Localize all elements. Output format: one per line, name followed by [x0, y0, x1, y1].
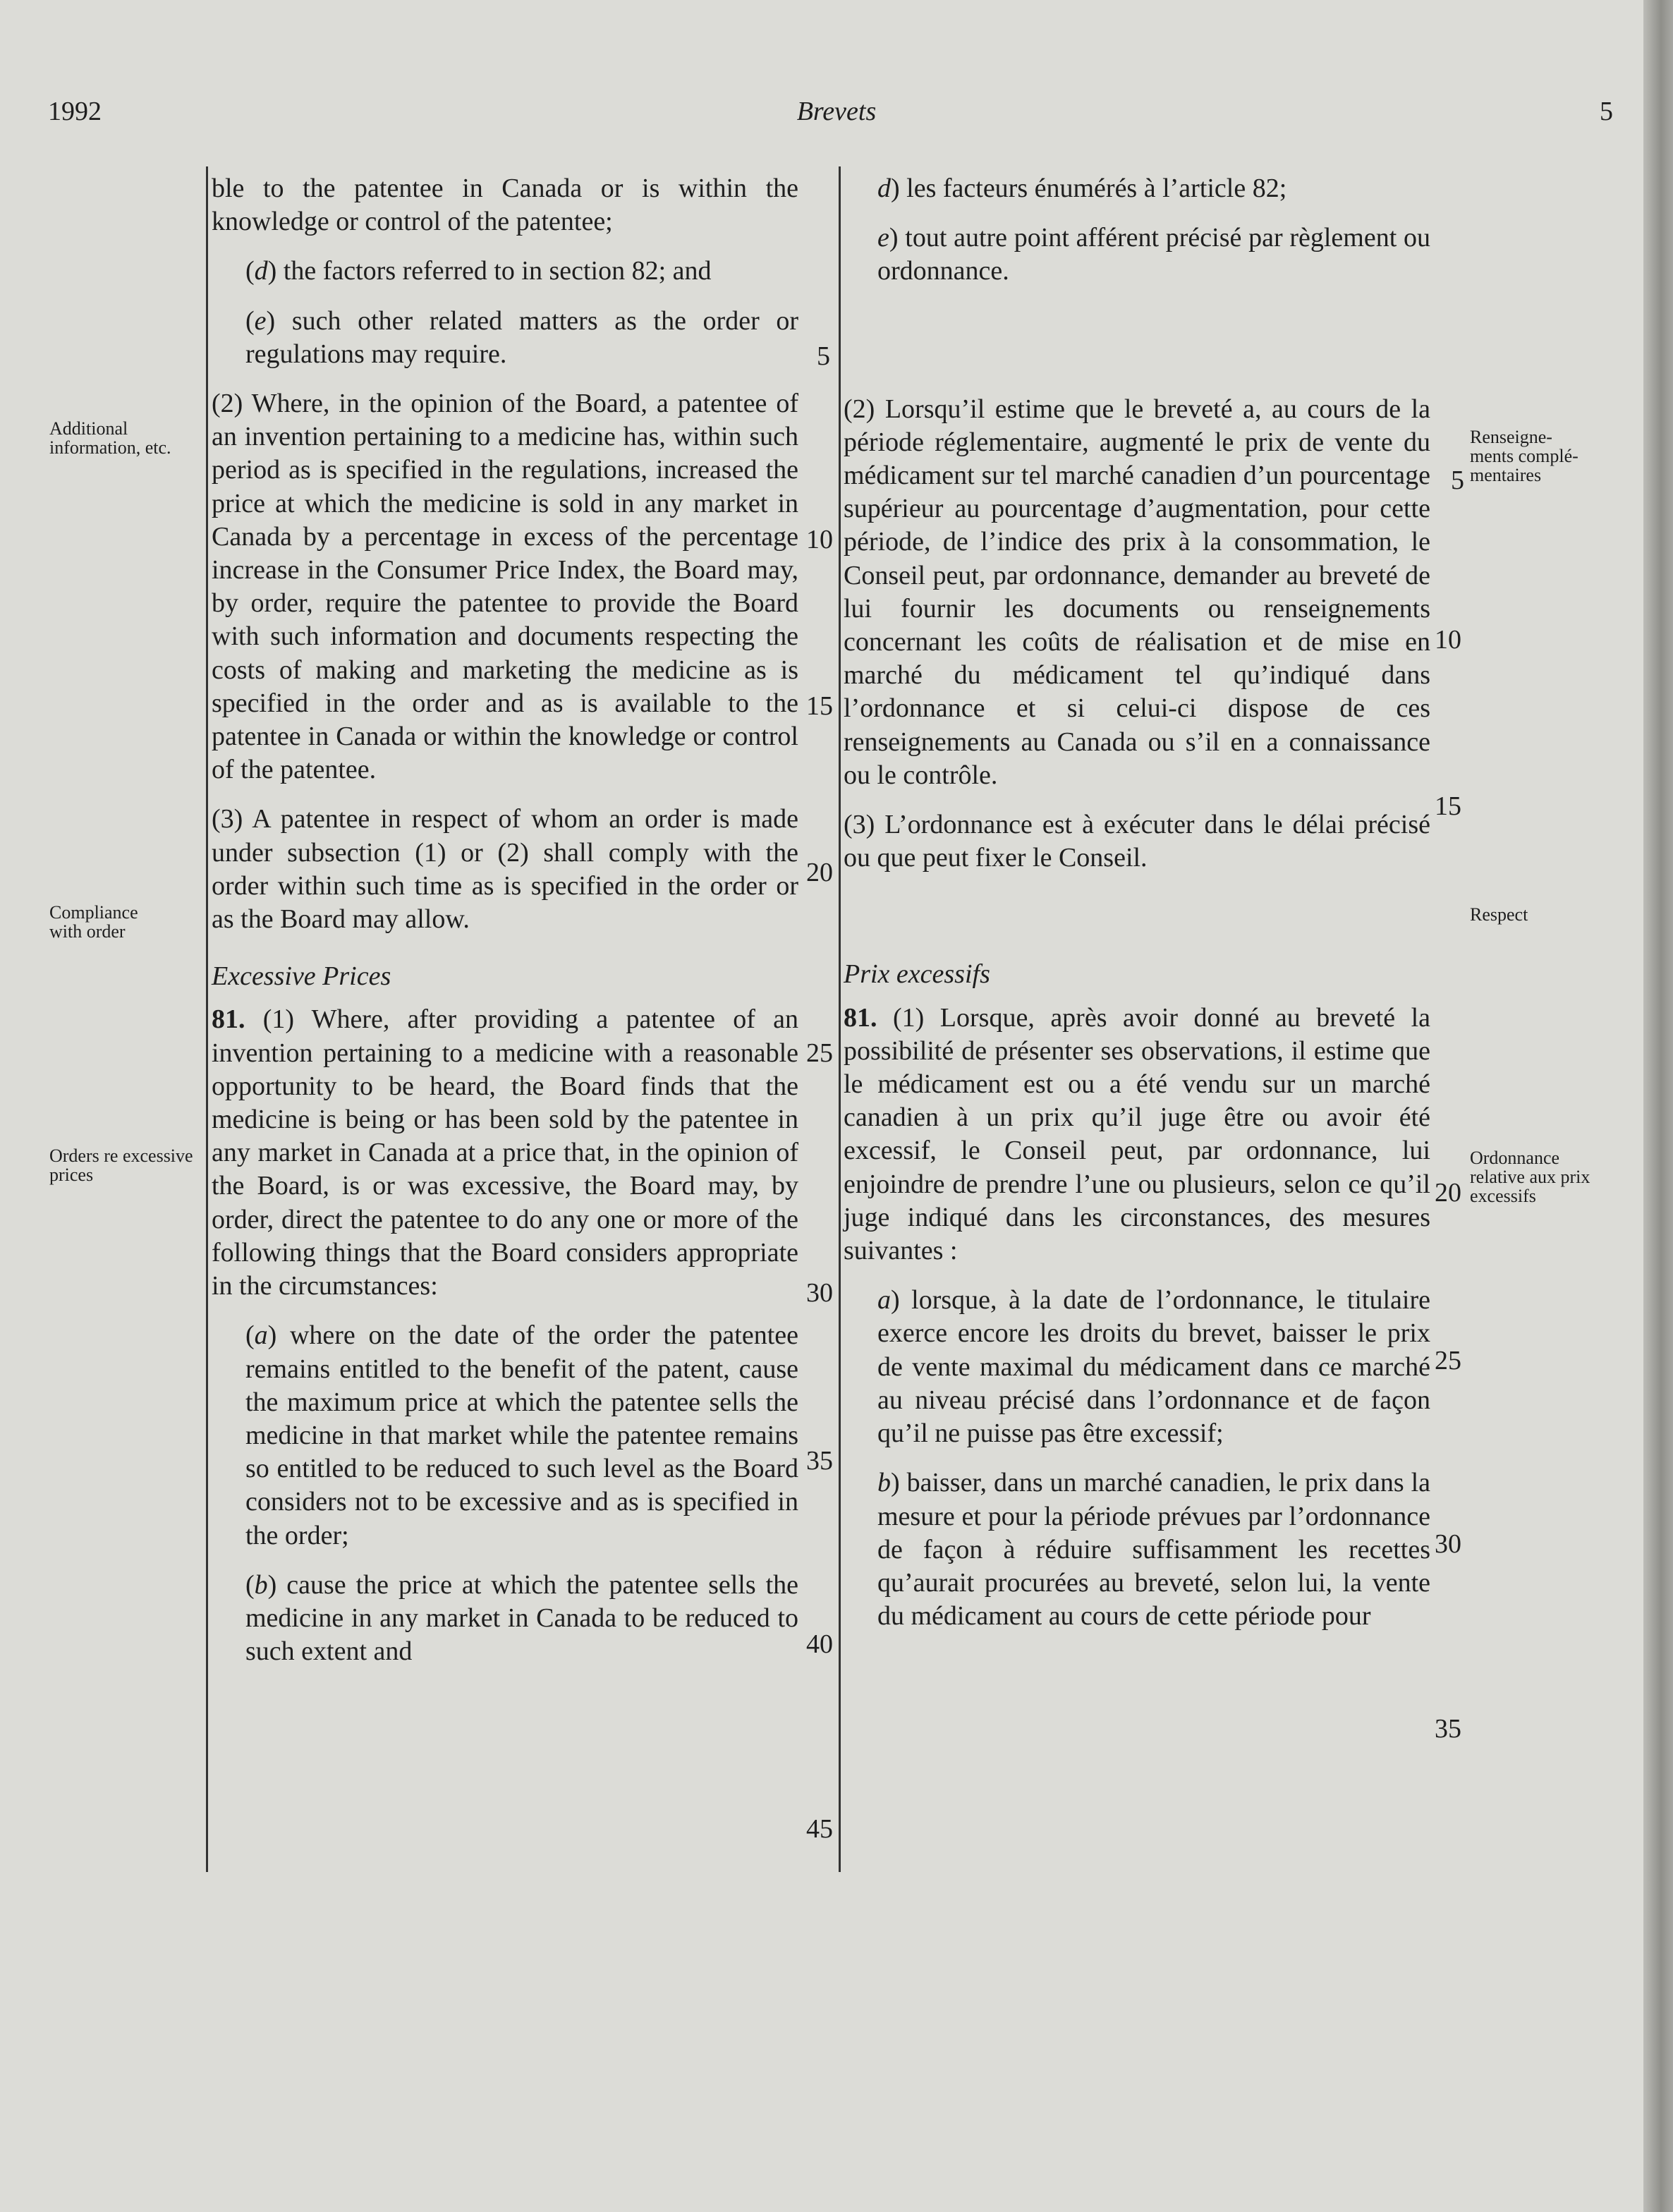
header-page-number: 5: [1600, 97, 1613, 126]
line-number-en-35: 35: [806, 1446, 833, 1476]
line-number-en-5: 5: [817, 341, 830, 371]
french-paragraph-d: d) les facteurs énumérés à l’article 82;: [877, 174, 1287, 203]
english-b-marker: b: [254, 1569, 268, 1600]
english-subsection-3: (3) A patentee in respect of whom an order is made under subsection (1) or (2) shall comply with the order within such time as is specified in the order or as the Board may allow.: [212, 804, 798, 935]
margin-note-ordonnance: Ordonnance relative aux prix excessifs: [1470, 1148, 1590, 1206]
french-paragraph-b: b) baisser, dans un marché canadien, le prix dans la mesure et pour la période prévues par l’ordonnance de façon à réduire suffisamment les recettes qu’aurait procurées au breveté, selon lui, la vente du médicament au cours de cette période pour: [877, 1468, 1430, 1631]
line-number-en-10: 10: [806, 525, 833, 554]
line-number-fr-15: 15: [1435, 791, 1461, 821]
english-a-marker: a: [254, 1320, 268, 1351]
line-number-fr-35: 35: [1435, 1714, 1461, 1744]
english-a-text: where on the date of the order the patentee remains entitled to the benefit of the patent, cause the maximum price at which the patentee sells the medicine in that market while the patentee remains so entitled to be reduced to such level as the Board considers not to be excessive and as is specified in the order;: [245, 1320, 798, 1550]
line-number-fr-10: 10: [1435, 625, 1461, 655]
english-b-text: cause the price at which the patentee sells the medicine in any market in Canada to be reduced to such extent and: [245, 1569, 799, 1667]
english-e-text: such other related matters as the order or regulations may require.: [245, 305, 799, 369]
french-heading-prix-excessifs: Prix excessifs: [844, 959, 990, 990]
french-e-text: tout autre point afférent précisé par règlement ou ordonnance.: [877, 223, 1431, 286]
french-a-marker: a: [877, 1285, 891, 1315]
english-paragraph-e: (e) such other related matters as the order or regulations may require.: [245, 305, 799, 369]
margin-note-additional-information: Additional information, etc.: [49, 418, 171, 458]
french-paragraph-a: a) lorsque, à la date de l’ordonnance, le titulaire exerce encore les droits du brevet, baisser le prix de vente maximal du médicament dans ce marché au niveau précisé dans l’ordonnance et de façon qu’il ne puisse pas être excessif;: [877, 1285, 1430, 1449]
line-number-fr-25: 25: [1435, 1346, 1461, 1375]
english-d-text: the factors referred to in section 82; and: [283, 256, 712, 286]
english-paragraph-continuation: ble to the patentee in Canada or is within the knowledge or control of the patentee;: [212, 174, 798, 237]
english-paragraph-b: (b) cause the price at which the patentee sells the medicine in any market in Canada to be reduced to such extent and: [245, 1569, 799, 1667]
english-section-81-text: (1) Where, after providing a patentee of an invention pertaining to a medicine with a reasonable opportunity to be heard, the Board finds that the medicine is being or has been sold by the patentee in any market in Canada at a price that, in the opinion of the Board, is or was excessive, the Board may, by order, direct the patentee to do any one or more of the following things that the Board considers appropriate in the circumstances:: [212, 1004, 799, 1301]
margin-note-respect: Respect: [1470, 904, 1528, 925]
english-d-marker: d: [254, 256, 268, 286]
french-subsection-3: (3) L’ordonnance est à exécuter dans le délai précisé ou que peut fixer le Conseil.: [844, 810, 1430, 873]
margin-note-compliance-with-order: Compliance with order: [49, 902, 138, 942]
english-section-81: [212, 1003, 798, 1303]
line-number-fr-20: 20: [1435, 1178, 1461, 1208]
english-section-81-number: 81.: [212, 1004, 245, 1035]
english-heading-excessive-prices: Excessive Prices: [212, 961, 391, 992]
french-e-marker: e: [877, 223, 889, 253]
line-number-en-25: 25: [806, 1038, 833, 1068]
french-subsection-2: (2) Lorsqu’il estime que le breveté a, au cours de la période réglementaire, augmenté le prix de vente du médicament sur tel marché canadien d’un pourcentage supérieur au pourcentage d’augmentation, pour cette période, de l’indice des prix à la consommation, le Conseil peut, par ordonnance, demander au breveté de lui fournir les documents ou renseignements concernant les coûts de réalisation et de mise en marché du médicament tel qu’indiqué dans l’ordonnance et si celui-ci dispose de ces renseignements au Canada ou s’il en a connaissance ou le contrôle.: [844, 394, 1430, 790]
line-number-en-20: 20: [806, 858, 833, 887]
header-title: Brevets: [796, 97, 877, 126]
french-d-marker: d: [877, 174, 891, 203]
column-rule-left: [206, 166, 208, 1872]
header-year: 1992: [48, 97, 102, 126]
french-b-marker: b: [877, 1468, 891, 1498]
english-subsection-2: (2) Where, in the opinion of the Board, a patentee of an invention pertaining to a medicine has, within such period as is specified in the regulations, increased the price at which the medicine is sold in any market in Canada by a percentage in excess of the percentage increase in the Consumer Price Index, the Board may, by order, require the patentee to provide the Board with such information and documents respecting the costs of making and marketing the medicine as is specified in the order and as is available to the patentee in Canada or within the knowledge or control of the patentee.: [212, 389, 798, 785]
page-edge-shadow: [1643, 0, 1673, 2212]
english-e-marker: e: [254, 305, 267, 336]
french-paragraph-e: e) tout autre point afférent précisé par règlement ou ordonnance.: [877, 223, 1431, 286]
french-a-text: lorsque, à la date de l’ordonnance, le titulaire exerce encore les droits du brevet, baisser le prix de vente maximal du médicament dans ce marché au niveau précisé dans l’ordonnance et de façon qu’il ne puisse pas être excessif;: [877, 1285, 1430, 1449]
column-rule-right: [839, 166, 841, 1872]
line-number-en-40: 40: [806, 1629, 833, 1659]
english-column: [212, 172, 798, 1684]
french-section-81-number: 81.: [844, 1002, 877, 1033]
margin-note-renseignements: Renseigne- ments complé- mentaires: [1470, 427, 1578, 485]
line-number-en-30: 30: [806, 1278, 833, 1308]
french-b-text: baisser, dans un marché canadien, le prix dans la mesure et pour la période prévues par l’ordonnance de façon à réduire suffisamment les recettes qu’aurait procurées au breveté, selon lui, la vente du médicament au cours de cette période pour: [877, 1468, 1430, 1631]
line-number-en-15: 15: [806, 691, 833, 721]
french-d-text: les facteurs énumérés à l’article 82;: [906, 174, 1287, 203]
line-number-fr-5: 5: [1451, 466, 1464, 495]
french-section-81-text: (1) Lorsque, après avoir donné au breveté la possibilité de présenter ses observations, il estime que le médicament est ou a été vendu sur un marché canadien à un prix qu’il juge être ou avoir été excessif, le Conseil peut, par ordonnance, lui enjoindre de prendre l’une ou plusieurs, selon ce qu’il juge indiqué dans les circonstances, des mesures suivantes :: [844, 1002, 1430, 1266]
english-paragraph-a: (a) where on the date of the order the patentee remains entitled to the benefit of the patent, cause the maximum price at which the patentee sells the medicine in that market while the patentee remains so entitled to be reduced to such level as the Board considers not to be excessive and as is specified in the order;: [245, 1320, 798, 1550]
french-column: [844, 172, 1430, 1649]
french-section-81: [844, 1002, 1430, 1268]
line-number-en-45: 45: [806, 1814, 833, 1844]
margin-note-orders-re-excessive-prices: Orders re excessive prices: [49, 1146, 193, 1185]
line-number-fr-30: 30: [1435, 1529, 1461, 1559]
english-paragraph-d: (d) the factors referred to in section 82; and: [245, 256, 712, 286]
